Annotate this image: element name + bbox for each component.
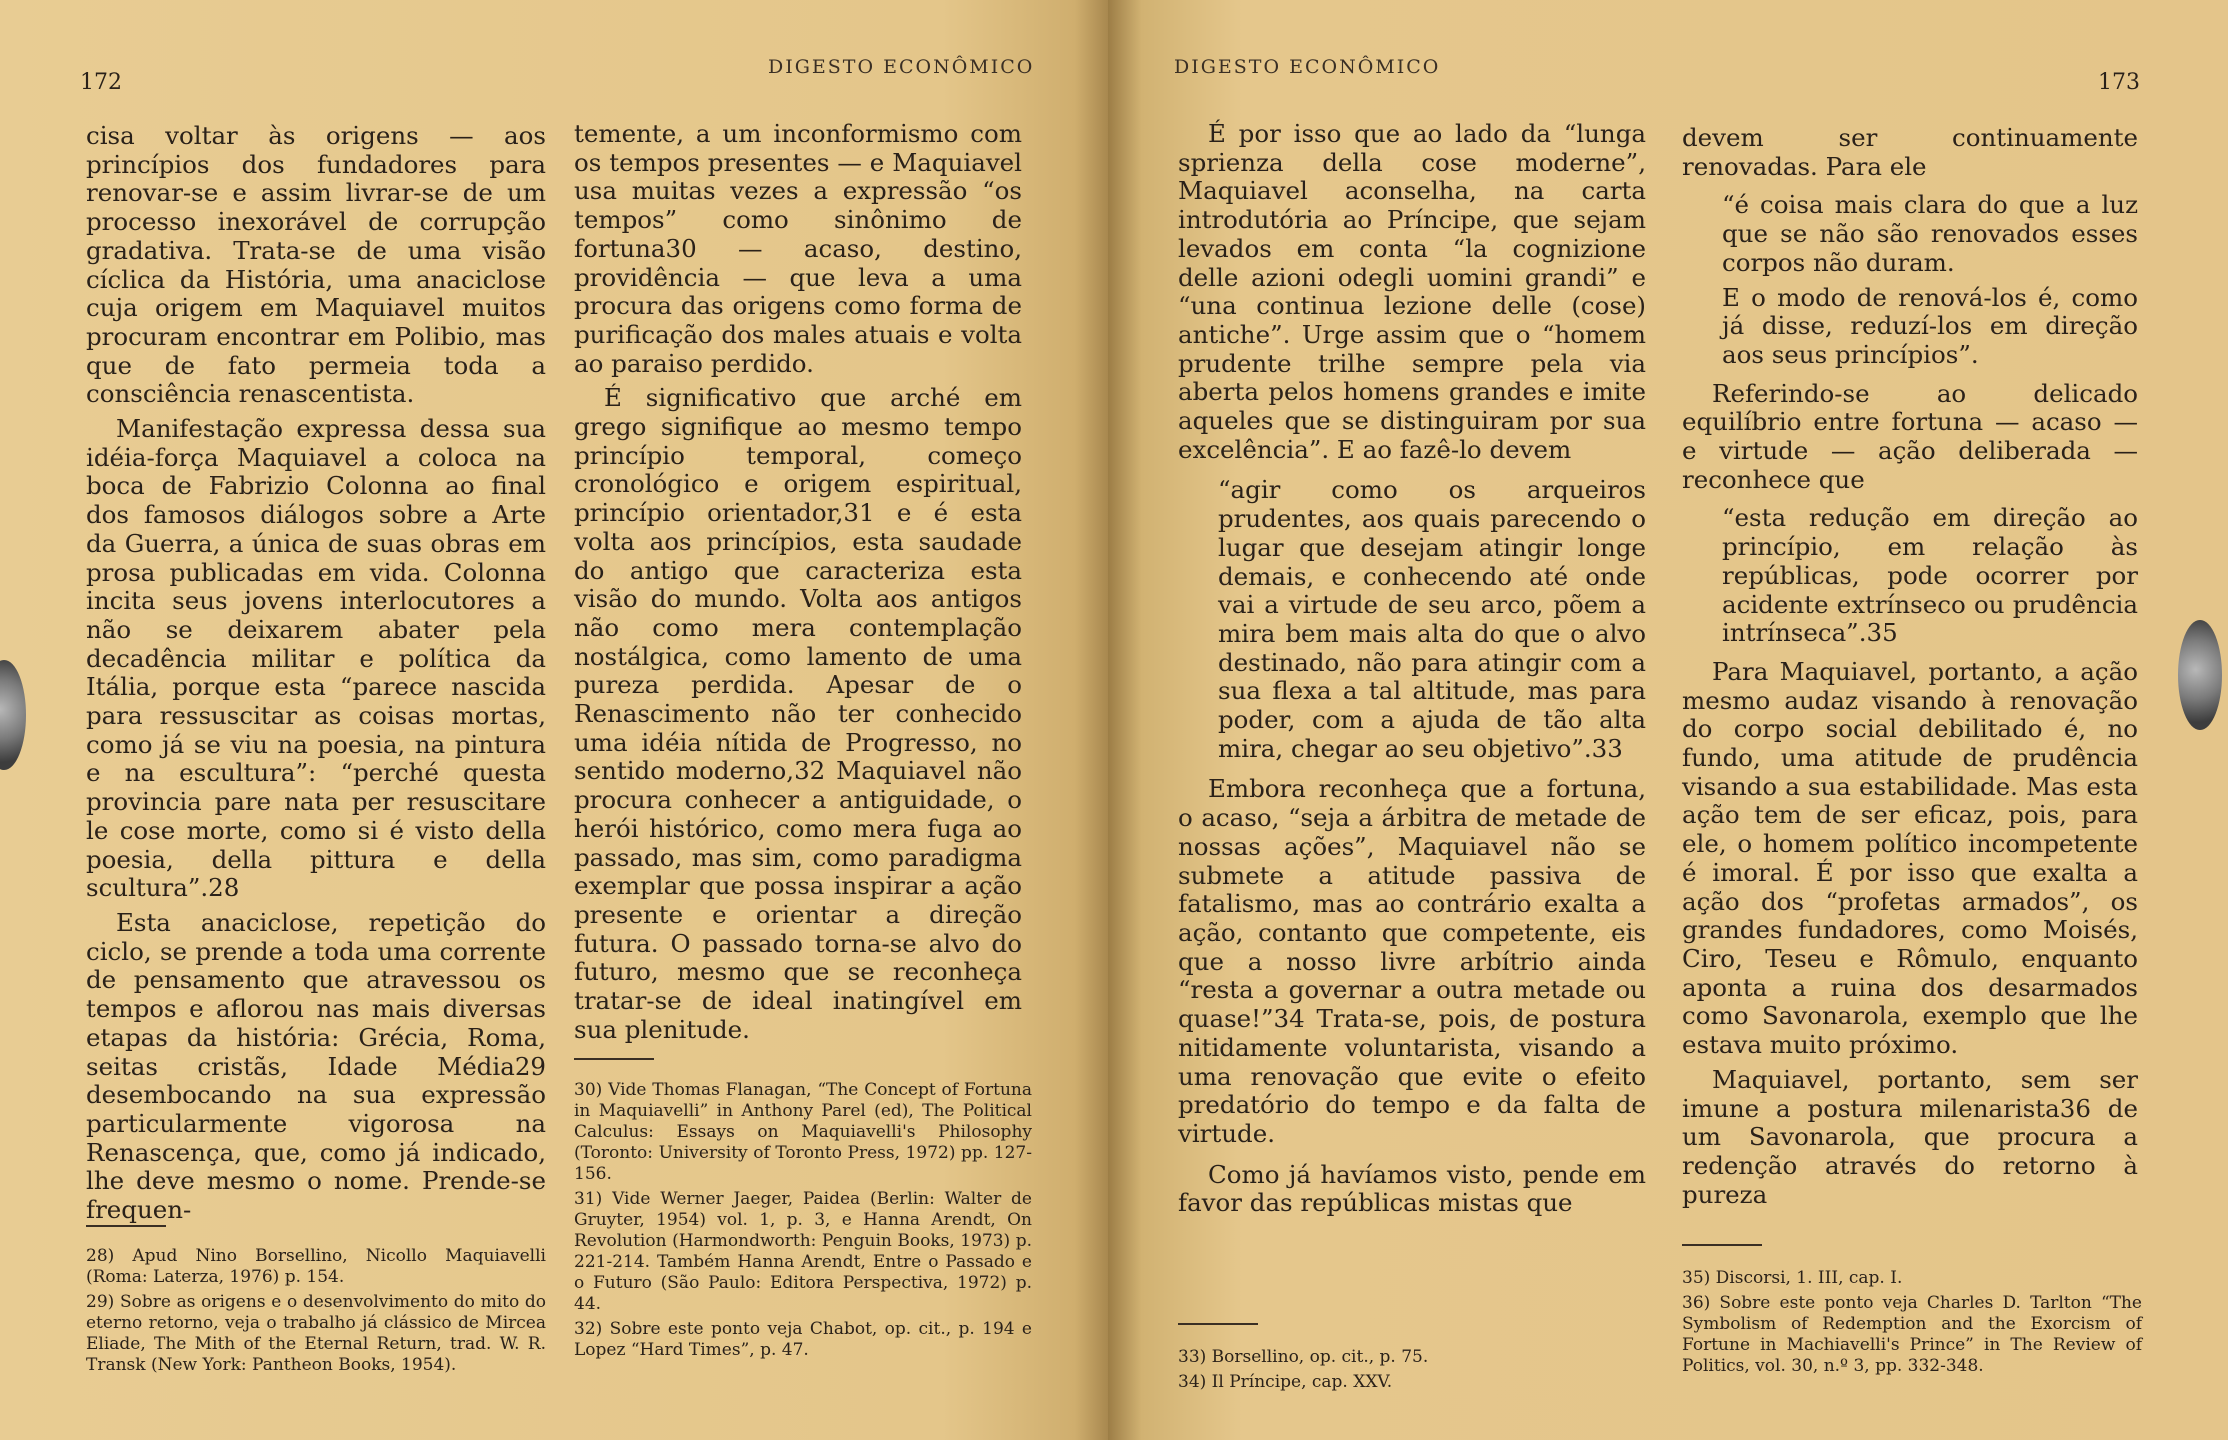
footnote: 31) Vide Werner Jaeger, Paidea (Berlin: Walter de Gruyter, 1954) vol. 1, p. 3, e Hanna Arendt, On Revolution (Harmondworth: Penguin Books, 1973) p. 221-214. Também Hanna Arendt, Entre o Passado e o Futuro (São Paulo: Editora Perspectiva, 1972) p. 44. [574,1189,1032,1314]
running-head: DIGESTO ECONÔMICO [1174,56,1441,78]
page-number: 172 [80,70,122,95]
running-head: DIGESTO ECONÔMICO [768,56,1035,78]
paragraph: Manifestação expressa dessa sua idéia-força Maquiavel a coloca na boca de Fabrizio Colonna ao final dos famosos diálogos sobre a Arte da Guerra, a única de suas obras em prosa publicadas em vida. Colonna incita seus jovens interlocutores a não se deixarem abater pela decadência militar e política da Itália, porque esta “parece nascida para ressuscitar as coisas mortas, como já se viu na poesia, na pintura e na escultura”: “perché questa provincia pare nata per resuscitare le cose morte, como si é visto della poesia, della pittura e della scultura”.28 [86,414,546,903]
paragraph: cisa voltar às origens — aos princípios dos fundadores para renovar-se e assim livrar-se de um processo inexorável de corrupção gradativa. Trata-se de uma visão cíclica da História, uma anaciclose cuja origem em Maquiavel muitos procuram encontrar em Polibio, mas que de fato permeia toda a consciência renascentista. [86,121,546,409]
paragraph: Maquiavel, portanto, sem ser imune a postura milenarista36 de um Savonarola, que procura a redenção através do retorno à pureza [1682,1064,2138,1209]
quotation: “é coisa mais clara do que a luz que se não são renovados esses corpos não duram. [1722,190,2138,277]
left-page [0,0,1108,1440]
paragraph: Para Maquiavel, portanto, a ação mesmo audaz visando à renovação do corpo social debilitado é, no fundo, uma atitude de prudência visando a sua estabilidade. Mas esta ação tem de ser eficaz, pois, para ele, o homem político incompetente é imoral. É por isso que exalta a ação dos “profetas armados”, os grandes fundadores, como Moisés, Ciro, Teseu e Rômulo, enquanto aponta a ruina dos desarmados como Savonarola, exemplo que lhe estava muito próximo. [1682,656,2138,1060]
paragraph: devem ser continuamente renovadas. Para ele [1682,123,2138,181]
left-column-2 [574,120,1022,1051]
footnote: 28) Apud Nino Borsellino, Nicollo Maquiavelli (Roma: Laterza, 1976) p. 154. [86,1246,546,1287]
binding-ring-icon [2178,620,2222,730]
footnote: 33) Borsellino, op. cit., p. 75. [1178,1347,1429,1367]
footnote-rule [1682,1244,1762,1246]
paragraph: temente, a um inconformismo com os tempos presentes — e Maquiavel usa muitas vezes a expressão “os tempos” como sinônimo de fortuna30 — acaso, destino, providência — que leva a uma procura das origens como forma de purificação dos males atuais e volta ao paraiso perdido. [574,119,1022,378]
quotation: “agir como os arqueiros prudentes, aos quais parecendo o lugar que desejam atingir longe demais, e conhecendo até onde vai a virtude de seu arco, põem a mira bem mais alta do que o alvo destinado, não para atingir com a sua flexa a tal altitude, mas para poder, com a ajuda de tão alta mira, chegar ao seu objetivo”.33 [1218,475,1646,763]
right-footnotes-1 [1178,1347,1638,1397]
paragraph: Como já havíamos visto, pende em favor das repúblicas mistas que [1178,1159,1646,1218]
right-column-2 [1682,124,2138,1215]
left-column-1 [86,122,546,1231]
footnote-rule [574,1058,654,1060]
footnote-rule [1178,1323,1258,1325]
quotation: E o modo de renová-los é, como já disse, reduzí-los em direção aos seus princípios”. [1722,282,2138,369]
footnote: 34) Il Príncipe, cap. XXV. [1178,1372,1393,1392]
left-footnotes-1 [86,1246,546,1380]
footnote-rule [86,1225,166,1227]
footnote: 36) Sobre este ponto veja Charles D. Tarlton “The Symbolism of Redemption and the Exorcism of Fortune in Machiavelli's Prince” in The Review of Politics, vol. 30, n.º 3, pp. 332-348. [1682,1293,2142,1376]
footnote: 29) Sobre as origens e o desenvolvimento do mito do eterno retorno, veja o trabalho já clássico de Mircea Eliade, The Mith of the Eternal Return, trad. W. R. Transk (New York: Pantheon Books, 1954). [86,1292,546,1375]
quotation: “esta redução em direção ao princípio, em relação às repúblicas, pode ocorrer por acidente extrínseco ou prudência intrínseca”.35 [1722,503,2138,648]
page-number: 173 [2098,70,2140,95]
binding-ring-icon [0,660,26,770]
paragraph: Esta anaciclose, repetição do ciclo, se prende a toda uma corrente de pensamento que atravessou os tempos e aflorou nas mais diversas etapas da história: Grécia, Roma, seitas cristãs, Idade Média29 desembocando na sua expressão particularmente vigorosa na Renascença, que, como já indicado, lhe deve mesmo o nome. Prende-se frequen- [86,907,546,1225]
paragraph: Embora reconheça que a fortuna, o acaso, “seja a árbitra de metade de nossas ações”, Maquiavel não se submete a atitude passiva de fatalismo, mas ao contrário exalta a ação, contanto que competente, eis que a nosso livre arbítrio ainda “resta a governar a outra metade ou quase!”34 Trata-se, pois, de postura nitidamente voluntarista, visando a uma renovação que evite o efeito predatório do tempo e da falta de virtude. [1178,774,1646,1148]
paragraph: É por isso que ao lado da “lunga sprienza della cose moderne”, Maquiavel aconselha, na carta introdutória ao Príncipe, que sejam levados em conta “la cognizione delle azioni odegli uomini grandi” e “una continua lezione delle (cose) antiche”. Urge assim que o “homem prudente trilhe sempre pela via aberta pelos homens grandes e imite aqueles que se distinguiram por sua excelência”. E ao fazê-lo devem [1178,119,1646,464]
footnote: 35) Discorsi, 1. III, cap. I. [1682,1268,1903,1288]
right-footnotes-2 [1682,1268,2142,1381]
footnote: 32) Sobre este ponto veja Chabot, op. cit., p. 194 e Lopez “Hard Times”, p. 47. [574,1319,1032,1360]
right-page [1108,0,2228,1440]
left-footnotes-2 [574,1080,1032,1365]
right-column-1 [1178,120,1646,1224]
paragraph: É significativo que arché em grego signifique ao mesmo tempo princípio temporal, começo cronológico e origem espiritual, princípio orientador,31 e é esta volta aos princípios, esta saudade do antigo que caracteriza esta visão do mundo. Volta aos antigos não como mera contemplação nostálgica, como lamento de uma pureza perdida. Apesar de o Renascimento não ter conhecido uma idéia nítida de Progresso, no sentido moderno,32 Maquiavel não procura conhecer a antiguidade, o herói histórico, como mera fuga ao passado, mas sim, como paradigma exemplar que possa inspirar a ação presente e orientar a direção futura. O passado torna-se alvo do futuro, mesmo que se reconheça tratar-se de ideal inatingível em sua plenitude. [574,383,1022,1044]
footnote: 30) Vide Thomas Flanagan, “The Concept of Fortuna in Maquiavelli” in Anthony Parel (ed), The Political Calculus: Essays on Maquiavelli's Philosophy (Toronto: University of Toronto Press, 1972) pp. 127-156. [574,1080,1032,1184]
paragraph: Referindo-se ao delicado equilíbrio entre fortuna — acaso — e virtude — ação deliberada — reconhece que [1682,378,2138,494]
